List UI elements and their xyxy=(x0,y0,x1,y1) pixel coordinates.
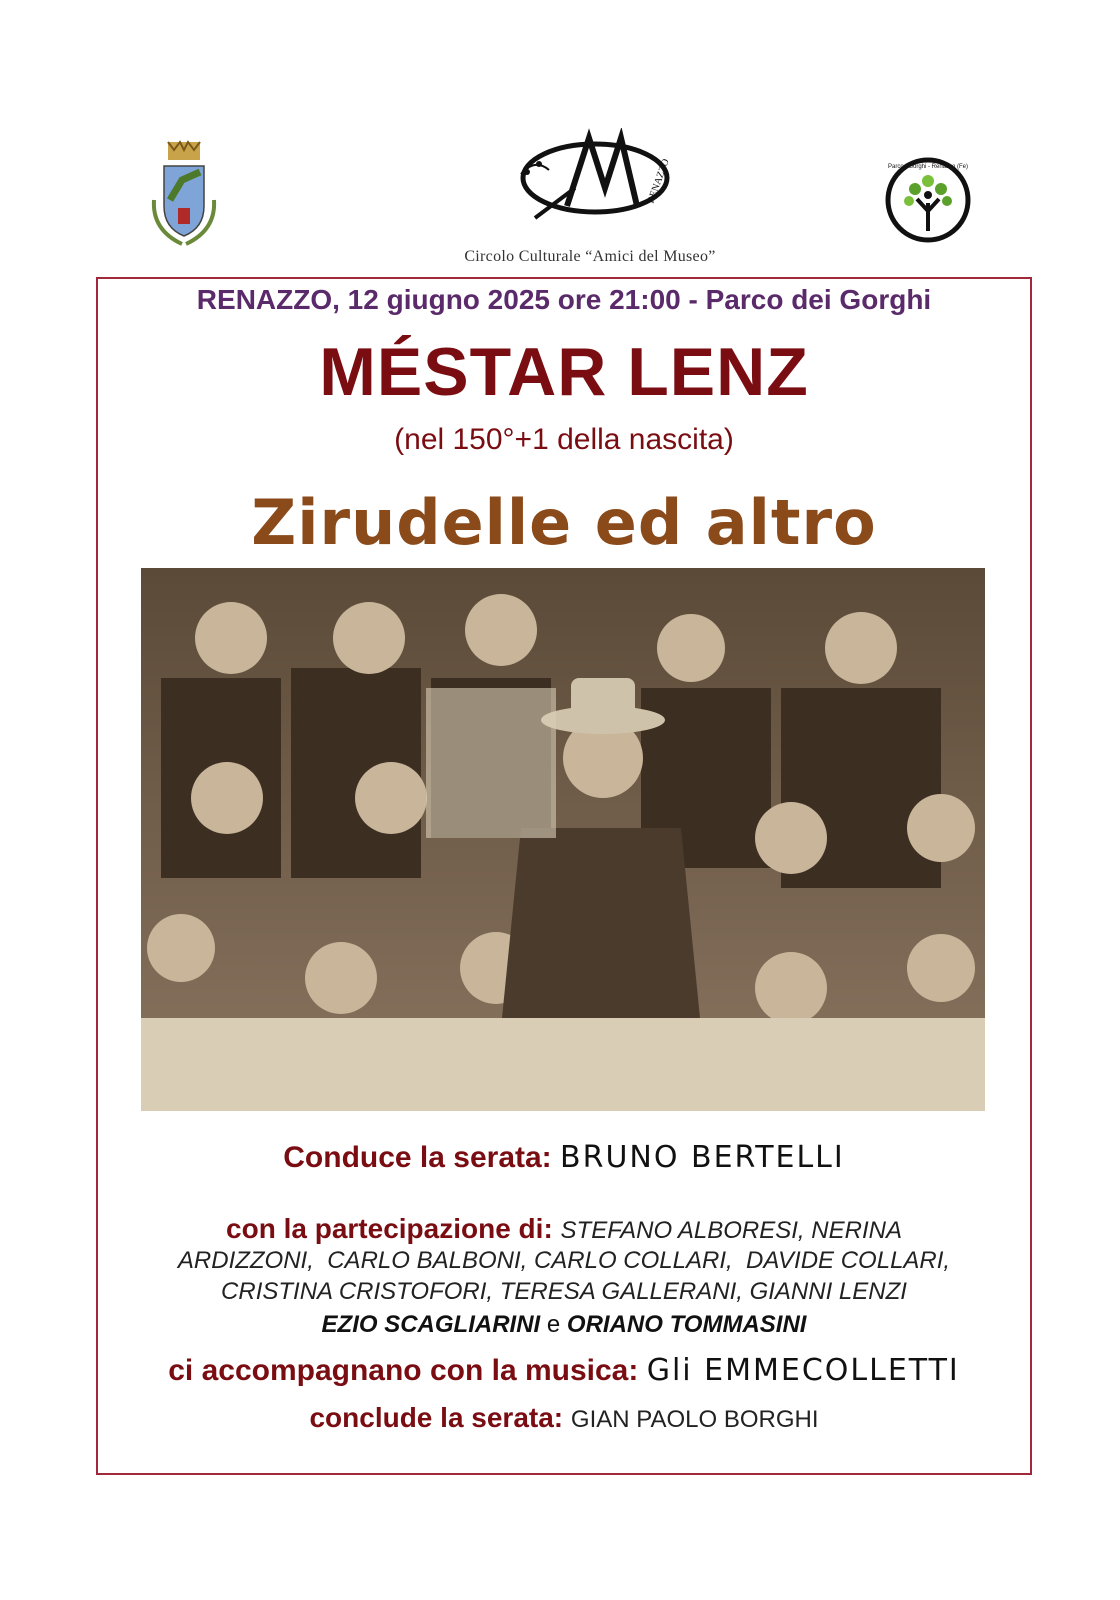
participants-line-3: CRISTINA CRISTOFORI, TERESA GALLERANI, GIANNI LENZI xyxy=(221,1278,907,1305)
participants-names-1: STEFANO ALBORESI, NERINA xyxy=(560,1217,902,1244)
event-subtitle: (nel 150°+1 della nascita) xyxy=(394,423,734,456)
closing-line xyxy=(96,1402,1032,1434)
participants-line-4 xyxy=(96,1311,1032,1339)
museo-logo-icon xyxy=(505,128,675,238)
museo-mark-text: RENAZZO xyxy=(645,157,672,206)
participant-name-b: ORIANO TOMMASINI xyxy=(566,1311,807,1338)
participants-line-2: ARDIZZONI, CARLO BALBONI, CARLO COLLARI, DAVIDE COLLARI, xyxy=(177,1247,951,1274)
host-line xyxy=(96,1140,1032,1175)
historic-photo xyxy=(141,568,985,1111)
participant-name-a: EZIO SCAGLIARINI xyxy=(321,1311,541,1338)
closing-name: GIAN PAOLO BORGHI xyxy=(570,1406,819,1433)
parco-ring-text: Parco i Gorghi - Renazzo (Fe) xyxy=(887,164,969,170)
music-group-name: Gli EMMECOLLETTI xyxy=(646,1353,960,1388)
museo-caption: Circolo Culturale “Amici del Museo” xyxy=(464,248,716,265)
participant-conjunction: e xyxy=(546,1311,561,1338)
closing-label: conclude la serata: xyxy=(309,1402,564,1433)
music-label: ci accompagnano con la musica: xyxy=(168,1354,639,1387)
host-label: Conduce la serata: xyxy=(283,1141,552,1174)
event-title: MÉSTAR LENZ xyxy=(319,334,809,410)
participants-line-1 xyxy=(96,1213,1032,1245)
event-dateline: RENAZZO, 12 giugno 2025 ore 21:00 - Parco dei Gorghi xyxy=(196,284,932,315)
event-subtitle-secondary: Zirudelle ed altro xyxy=(251,486,877,559)
parco-logo-icon xyxy=(883,155,973,245)
music-line xyxy=(96,1353,1032,1388)
coat-of-arms-icon xyxy=(148,140,220,250)
host-name: BRUNO BERTELLI xyxy=(560,1140,845,1175)
participants-label: con la partecipazione di: xyxy=(226,1213,553,1244)
